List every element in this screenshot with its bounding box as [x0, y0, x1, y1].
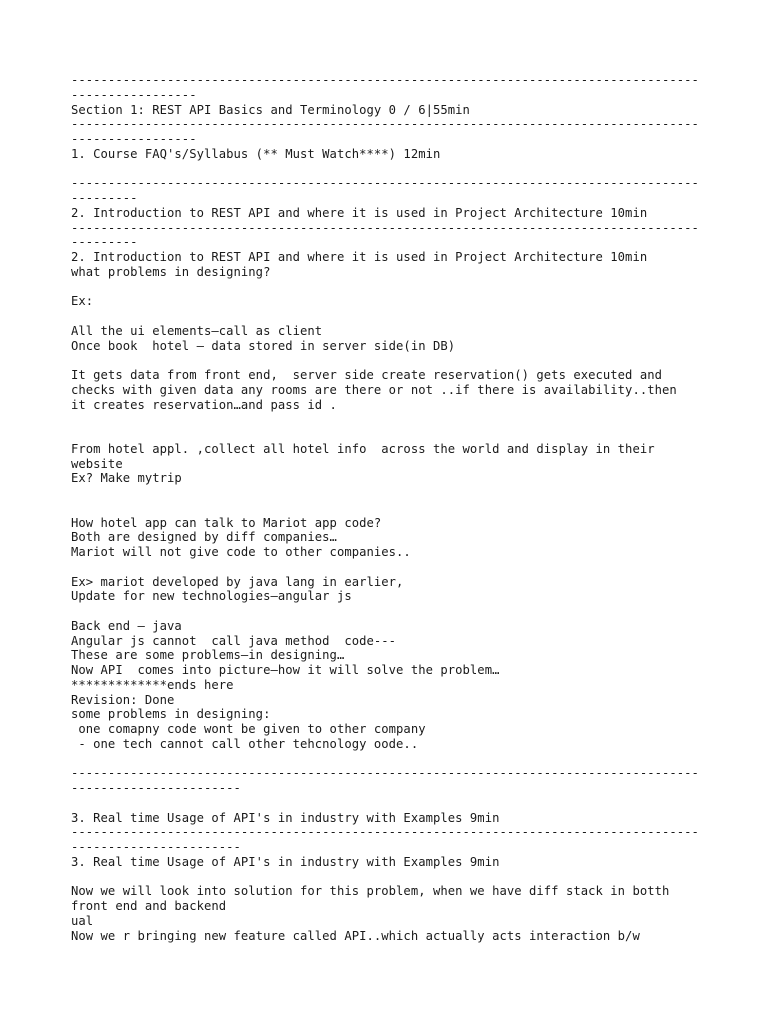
text-line: Back end – java — [71, 618, 182, 633]
blank-line — [71, 486, 711, 501]
divider-line: --------- — [71, 191, 138, 205]
divider-line: ----------------------- — [71, 781, 241, 795]
blank-line — [71, 796, 711, 811]
blank-line — [71, 280, 711, 295]
text-line: Section 1: REST API Basics and Terminology 0 / 6|55min — [71, 102, 470, 117]
divider-line: ------------------------------------------------------------------------------------- — [71, 766, 699, 781]
divider-line: ------------------------------------------------------------------------------------- — [71, 825, 699, 840]
blank-line — [71, 560, 711, 575]
text-line: Now we r bringing new feature called API..which actually acts interaction b/w — [71, 928, 640, 943]
text-line: How hotel app can talk to Mariot app code? — [71, 515, 382, 530]
divider-line: ------------------------------------------------------------------------------------- — [71, 176, 699, 191]
text-line: 3. Real time Usage of API's in industry with Examples 9min — [71, 854, 500, 869]
document-page — [71, 73, 711, 943]
blank-line — [71, 752, 711, 767]
text-line: Update for new technologies—angular js — [71, 589, 352, 604]
blank-line — [71, 412, 711, 427]
text-line: front end and backend — [71, 899, 227, 913]
text-line: Now we will look into solution for this problem, when we have diff stack in botth — [71, 884, 670, 899]
text-line: - one tech cannot call other tehcnology oode.. — [71, 736, 419, 751]
text-line: 2. Introduction to REST API and where it is used in Project Architecture 10min — [71, 205, 648, 220]
divider-line: ------------------------------------------------------------------------------------- — [71, 117, 699, 132]
text-line: it creates reservation…and pass id . — [71, 397, 337, 412]
text-line: checks with given data any rooms are there or not ..if there is availability..then — [71, 382, 677, 397]
text-line: Once book hotel – data stored in server side(in DB) — [71, 338, 456, 353]
text-line: Now API comes into picture—how it will solve the problem… — [71, 663, 500, 677]
text-line: Ex> mariot developed by java lang in earlier, — [71, 574, 404, 589]
text-line: some problems in designing: — [71, 707, 271, 722]
divider-line: ----------------- — [71, 87, 197, 102]
divider-line: ------------------------------------------------------------------------------------- — [71, 220, 699, 235]
text-line: 3. Real time Usage of API's in industry with Examples 9min — [71, 810, 500, 825]
blank-line — [71, 870, 711, 885]
blank-line — [71, 353, 711, 368]
text-line: Ex: — [71, 294, 94, 309]
divider-line: ------------------------------------------------------------------------------------- — [71, 73, 699, 87]
text-line: one comapny code wont be given to other company — [71, 722, 426, 736]
text-line: Both are designed by diff companies… — [71, 530, 337, 545]
divider-line: ----------------- — [71, 132, 197, 146]
blank-line — [71, 309, 711, 324]
text-line: *************ends here — [71, 677, 234, 692]
text-line: Ex? Make mytrip — [71, 471, 182, 486]
text-line: It gets data from front end, server side create reservation() gets executed and — [71, 368, 662, 382]
text-line: what problems in designing? — [71, 264, 271, 279]
blank-line — [71, 604, 711, 619]
text-line: 2. Introduction to REST API and where it is used in Project Architecture 10min — [71, 250, 648, 264]
divider-line: --------- — [71, 235, 138, 250]
text-line: Mariot will not give code to other companies.. — [71, 545, 411, 559]
text-line: Revision: Done — [71, 692, 175, 707]
blank-line — [71, 501, 711, 516]
text-line: These are some problems—in designing… — [71, 648, 345, 663]
text-line: All the ui elements—call as client — [71, 323, 323, 338]
text-line: ual — [71, 913, 94, 928]
text-line: website — [71, 456, 123, 471]
text-line: Angular js cannot call java method code--- — [71, 633, 397, 648]
text-line: 1. Course FAQ's/Syllabus (** Must Watch****) 12min — [71, 146, 441, 161]
blank-line — [71, 162, 711, 177]
text-line: From hotel appl. ,collect all hotel info across the world and display in their — [71, 441, 655, 456]
blank-line — [71, 427, 711, 442]
divider-line: ----------------------- — [71, 840, 241, 854]
